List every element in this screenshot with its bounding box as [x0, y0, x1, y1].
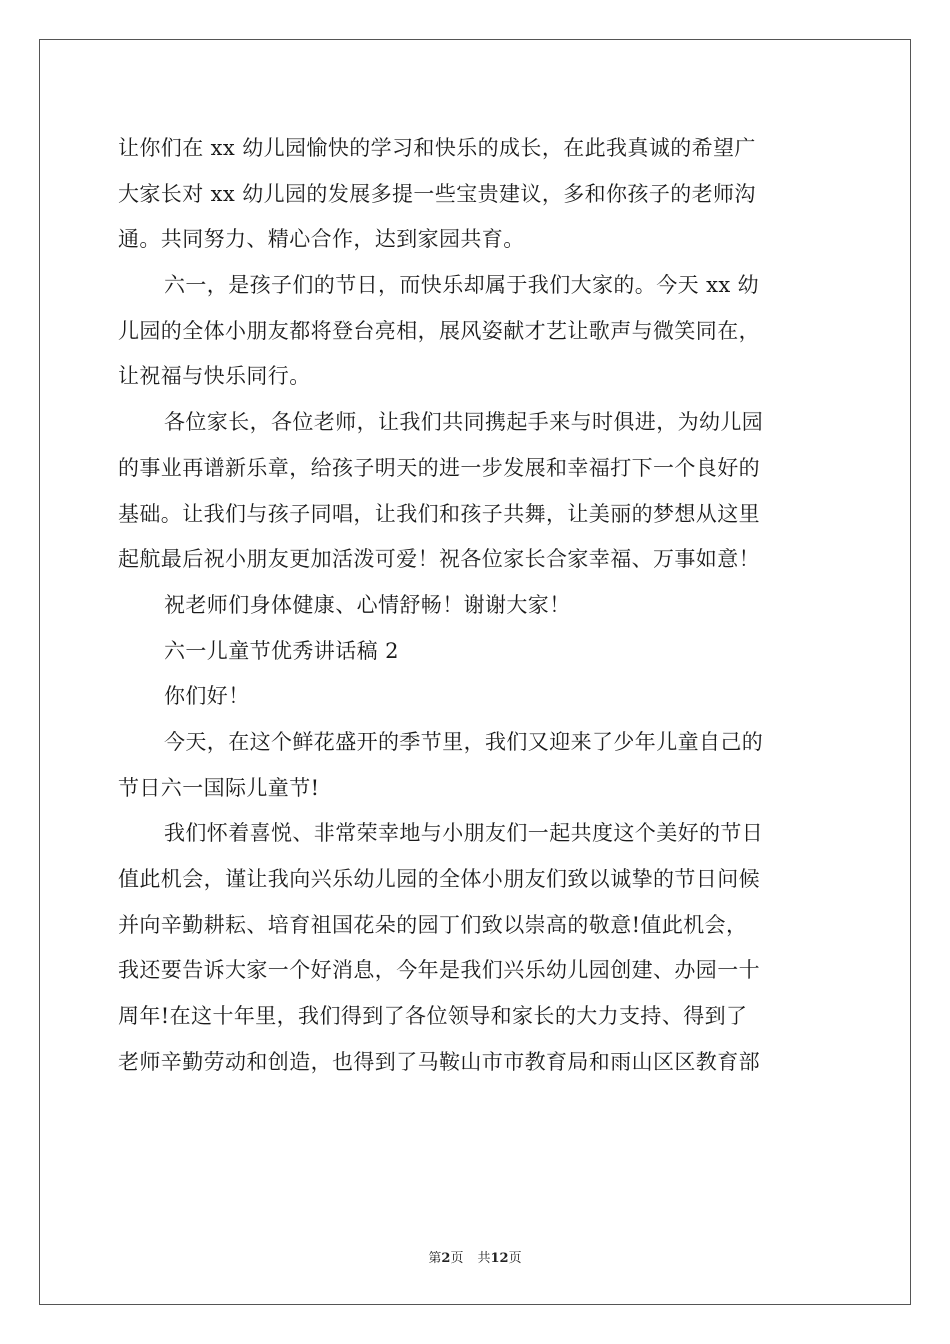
total-prefix: 共 [477, 1251, 491, 1266]
text-line: 儿园的全体小朋友都将登台亮相，展风姿献才艺让歌声与微笑同在， [118, 318, 760, 343]
text-line: 让祝福与快乐同行。 [118, 364, 311, 389]
text-line: 节日六一国际儿童节! [118, 775, 320, 800]
text-line: 值此机会，谨让我向兴乐幼儿园的全体小朋友们致以诚挚的节日问候 [118, 867, 760, 891]
text-line: 我还要告诉大家一个好消息，今年是我们兴乐幼儿园创建、办园一十 [118, 958, 760, 983]
paragraph-start-line: 今天，在这个鲜花盛开的季节里，我们又迎来了少年儿童自己的 [164, 729, 764, 754]
document-body [118, 126, 838, 1085]
text-line: 基础。让我们与孩子同唱，让我们和孩子共舞，让美丽的梦想从这里 [118, 501, 760, 526]
page-suffix: 页 [450, 1251, 464, 1266]
text-line: 并向辛勤耕耘、培育祖国花朵的园丁们致以崇高的敬意!值此机会， [118, 912, 748, 937]
text-line: 起航最后祝小朋友更加活泼可爱！祝各位家长合家幸福、万事如意！ [118, 547, 760, 572]
greeting-line: 你们好！ [164, 684, 250, 709]
paragraph-start-line: 祝老师们身体健康、心情舒畅！谢谢大家！ [164, 592, 571, 617]
text-line: 的事业再谱新乐章，给孩子明天的进一步发展和幸福打下一个良好的 [118, 455, 760, 480]
paragraph-start-line: 我们怀着喜悦、非常荣幸地与小朋友们一起共度这个美好的节日 [164, 821, 764, 846]
page-footer [0, 1247, 950, 1266]
page-prefix: 第 [428, 1251, 442, 1266]
text-line: 周年!在这十年里，我们得到了各位领导和家长的大力支持、得到了 [118, 1004, 748, 1029]
text-line: 通。共同努力、精心合作，达到家园共育。 [118, 227, 525, 252]
text-line: 大家长对 xx 幼儿园的发展多提一些宝贵建议，多和你孩子的老师沟 [118, 181, 756, 206]
total-pages: 12 [490, 1251, 509, 1266]
paragraph-start-line: 六一，是孩子们的节日，而快乐却属于我们大家的。今天 xx 幼 [164, 273, 760, 298]
page-number: 2 [441, 1251, 451, 1266]
text-line: 老师辛勤劳动和创造，也得到了马鞍山市市教育局和雨山区区教育部 [118, 1049, 760, 1074]
total-suffix: 页 [508, 1251, 522, 1266]
section-title: 六一儿童节优秀讲话稿 2 [164, 638, 399, 663]
paragraph-start-line: 各位家长，各位老师，让我们共同携起手来与时俱进，为幼儿园 [164, 410, 764, 435]
text-line: 让你们在 xx 幼儿园愉快的学习和快乐的成长，在此我真诚的希望广 [118, 136, 756, 160]
